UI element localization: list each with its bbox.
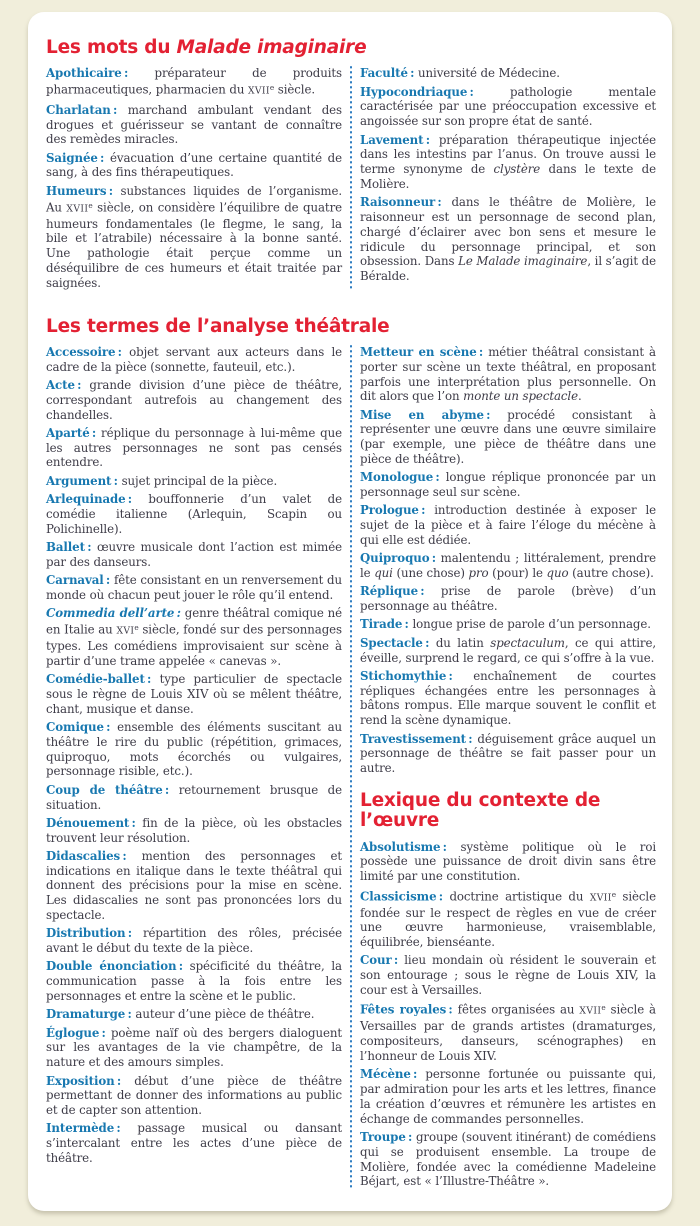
glossary-entry: Didascalies : mention des personnages et indications en italique dans le texte théâtral qui donnent des précisions pour la mise en scène. Les didascalies ne sont pas prononcées lors du spectacle.: [46, 848, 342, 923]
glossary-term: Quiproquo :: [360, 551, 436, 566]
glossary-entry: Exposition : début d’une pièce de théâtre permettant de donner des informations au public et de capter son attention.: [46, 1073, 342, 1118]
glossary-term: Aparté :: [46, 425, 97, 440]
glossary-entry: Coup de théâtre : retournement brusque de situation.: [46, 782, 342, 812]
glossary-entry: Accessoire : objet servant aux acteurs dans le cadre de la pièce (sonnette, fauteuil, etc.).: [46, 344, 343, 374]
glossary-entry: Faculté : université de Médecine.: [360, 66, 560, 81]
column-right-analyse: [360, 345, 656, 1189]
columns-analyse: [46, 345, 656, 1189]
glossary-term: Comique :: [46, 720, 111, 735]
glossary-term: Réplique :: [360, 584, 425, 599]
glossary-entry: Quiproquo : malentendu ; littéralement, prendre le qui (une chose) pro (pour) le quo (autre chose).: [360, 551, 656, 581]
glossary-term: Accessoire :: [46, 344, 122, 359]
glossary-term: Humeurs :: [46, 183, 113, 198]
glossary-term: Raisonneur :: [360, 195, 442, 210]
glossary-term: Hypocondriaque :: [360, 84, 474, 99]
glossary-term: Distribution :: [46, 926, 133, 941]
glossary-term: Carnaval :: [46, 573, 111, 588]
analyse-right-entries: [360, 345, 656, 776]
column-left-analyse: [46, 345, 342, 1189]
glossary-entry: Aparté : réplique du personnage à lui-même que les autres personnages ne sont pas censés entendre.: [46, 425, 342, 470]
glossary-term: Dénouement :: [46, 815, 136, 830]
glossary-entry: Metteur en scène : métier théâtral consistant à porter sur scène un texte théâtral, en proposant parfois une interprétation plus personnelle. On dit alors que l’on monte un spectacle.: [360, 344, 656, 404]
section-analyse-theatrale: [46, 317, 656, 1190]
glossary-entry: Classicisme : doctrine artistique du XVIIe siècle fondée sur le respect de règles en vue de créer une œuvre harmonieuse, vraisemblable, équilibrée, bienséante.: [360, 888, 656, 950]
glossary-entry: Saignée : évacuation d’une certaine quantité de sang, à des fins thérapeutiques.: [46, 150, 342, 180]
glossary-entry: Absolutisme : système politique où le roi possède une puissance de droit divin sans être limité par une constitution.: [360, 839, 656, 884]
glossary-entry: Ballet : œuvre musicale dont l’action est mimée par des danseurs.: [46, 539, 342, 569]
columns-mots: [46, 66, 656, 290]
glossary-term: Classicisme :: [360, 888, 443, 903]
glossary-card: [28, 12, 672, 1211]
glossary-term: Stichomythie :: [360, 668, 453, 683]
glossary-entry: Cour : lieu mondain où résident le souverain et son entourage ; sous le règne de Louis XIV, la cour est à Versailles.: [360, 953, 656, 998]
glossary-term: Mécène :: [360, 1067, 418, 1082]
glossary-term: Exposition :: [46, 1073, 122, 1088]
glossary-entry: Églogue : poème naïf où des bergers dialoguent sur les avantages de la vie champêtre, de la nature et des amours simples.: [46, 1025, 342, 1070]
glossary-term: Dramaturge :: [46, 1007, 132, 1022]
glossary-term: Arlequinade :: [46, 492, 133, 507]
glossary-term: Travestissement :: [360, 731, 473, 746]
section-mots-du-malade: [46, 38, 656, 291]
glossary-term: Faculté :: [360, 66, 415, 81]
glossary-term: Lavement :: [360, 132, 431, 147]
column-separator-dotted: [350, 345, 352, 1189]
glossary-term: Didascalies :: [46, 848, 127, 863]
glossary-entry: Carnaval : fête consistant en un renversement du monde où chacun peut jouer le rôle qu’il entend.: [46, 573, 342, 602]
section-title-analyse-theatrale: Les termes de l’analyse théâtrale: [46, 315, 390, 337]
glossary-entry: Arlequinade : bouffonnerie d’un valet de comédie italienne (Arlequin, Scapin ou Polichinelle).: [46, 492, 342, 536]
glossary-entry: Tirade : longue prise de parole d’un personnage.: [360, 617, 651, 632]
glossary-entry: Lavement : préparation thérapeutique injectée dans les intestins par l’anus. On trouve aussi le terme synonyme de clystère dans le texte de Molière.: [360, 132, 656, 191]
glossary-entry: Intermède : passage musical ou dansant s’intercalant entre les actes d’une pièce de théâtre.: [46, 1121, 342, 1166]
column-right-mots: [360, 66, 656, 290]
glossary-term: Intermède :: [46, 1121, 121, 1136]
glossary-term: Prologue :: [360, 503, 426, 518]
column-left-mots: [46, 66, 342, 290]
glossary-entry: Humeurs : substances liquides de l’organisme. Au XVIIe siècle, on considère l’équilibre de quatre humeurs fondamentales (le flegme, le sang, la bile et l’atrabile) nécessaire à la bonne santé. Une pathologie était perçue comme un déséquilibre de ces humeurs et était traitée par saignées.: [46, 183, 342, 290]
glossary-entry: Réplique : prise de parole (brève) d’un personnage au théâtre.: [360, 584, 656, 614]
glossary-term: Charlatan :: [46, 102, 118, 117]
column-separator-dotted: [350, 66, 352, 290]
glossary-entry: Travestissement : déguisement grâce auquel un personnage de théâtre se fait passer pour un autre.: [360, 731, 657, 776]
glossary-term: Comédie-ballet :: [46, 672, 152, 687]
glossary-entry: Prologue : introduction destinée à exposer le sujet de la pièce et à faire l’éloge du mécène à qui elle est dédiée.: [360, 503, 656, 547]
glossary-entry: Acte : grande division d’une pièce de théâtre, correspondant autrefois au changement des chandelles.: [46, 378, 342, 422]
glossary-term: Commedia dell’arte :: [46, 606, 181, 621]
glossary-entry: Argument : sujet principal de la pièce.: [46, 473, 278, 488]
glossary-entry: Fêtes royales : fêtes organisées au XVIIe siècle à Versailles par de grands artistes (dramaturges, compositeurs, danseurs, scénographes) en l’honneur de Louis XIV.: [360, 1002, 656, 1064]
glossary-term: Metteur en scène :: [360, 344, 484, 359]
glossary-term: Coup de théâtre :: [46, 782, 170, 797]
glossary-term: Absolutisme :: [360, 839, 447, 854]
section-title-lexique-contexte: Lexique du contexte de l’œuvre: [360, 789, 601, 832]
glossary-entry: Distribution : répartition des rôles, précisée avant le début du texte de la pièce.: [46, 926, 342, 956]
section-title-mots-du-malade: Les mots du Malade imaginaire: [46, 37, 367, 58]
glossary-entry: Hypocondriaque : pathologie mentale caractérisée par une préoccupation excessive et angoissée sur son propre état de santé.: [360, 84, 657, 129]
lexique-entries: [360, 840, 656, 1190]
glossary-entry: Apothicaire : préparateur de produits pharmaceutiques, pharmacien du XVIIe siècle.: [46, 66, 342, 97]
glossary-term: Saignée :: [46, 150, 105, 165]
glossary-entry: Comique : ensemble des éléments suscitant au théâtre le rire du public (répétition, grimaces, quiproquo, mots écorchés ou vulgaires, personnage risible, etc.).: [46, 720, 342, 779]
glossary-term: Troupe :: [360, 1130, 413, 1145]
glossary-term: Cour :: [360, 953, 399, 968]
glossary-entry: Raisonneur : dans le théâtre de Molière, le raisonneur est un personnage de second plan, chargé d’éclairer avec bon sens et mesure le ridicule du personnage principal, et son obsession. Dans Le Malade imaginaire, il s’agit de Béralde.: [360, 195, 656, 284]
glossary-term: Double énonciation :: [46, 959, 183, 974]
glossary-entry: Mécène : personne fortunée ou puissante qui, par admiration pour les arts et les lettres, finance la création d’œuvres et rémunère les artistes en échange de commandes personnelles.: [360, 1067, 656, 1126]
glossary-entry: Dramaturge : auteur d’une pièce de théâtre.: [46, 1007, 315, 1022]
glossary-entry: Spectacle : du latin spectaculum, ce qui attire, éveille, surprend le regard, ce qui s’offre à la vue.: [360, 635, 656, 665]
glossary-term: Églogue :: [46, 1025, 106, 1040]
glossary-entry: Monologue : longue réplique prononcée par un personnage seul sur scène.: [360, 470, 656, 500]
glossary-term: Apothicaire :: [46, 66, 129, 81]
glossary-entry: Stichomythie : enchaînement de courtes répliques échangées entre les personnages à bâtons rompus. Elle marque souvent le conflit et rend la scène dynamique.: [360, 668, 656, 728]
glossary-entry: Double énonciation : spécificité du théâtre, la communication passe à la fois entre les personnages et entre la scène et le public.: [46, 959, 342, 1004]
glossary-entry: Commedia dell’arte : genre théâtral comique né en Italie au XVIe siècle, fondé sur des personnages types. Les comédiens improvisaient sur scène à partir d’une trame appelée « canevas ».: [46, 606, 342, 668]
glossary-entry: Charlatan : marchand ambulant vendant des drogues et guérisseur se vantant de connaître des remèdes miracles.: [46, 102, 342, 147]
glossary-entry: Troupe : groupe (souvent itinérant) de comédiens qui se produisent ensemble. La troupe de Molière, fondée avec la comédienne Madeleine Béjart, est « l’Illustre-Théâtre ».: [360, 1130, 656, 1189]
glossary-term: Spectacle :: [360, 635, 430, 650]
glossary-term: Tirade :: [360, 617, 409, 632]
glossary-term: Argument :: [46, 473, 118, 488]
glossary-entry: Mise en abyme : procédé consistant à représenter une œuvre dans une œuvre similaire (par exemple, une pièce de théâtre dans une pièce de théâtre).: [360, 407, 657, 466]
glossary-entry: Dénouement : fin de la pièce, où les obstacles trouvent leur résolution.: [46, 815, 343, 845]
glossary-term: Ballet :: [46, 539, 92, 554]
glossary-entry: Comédie-ballet : type particulier de spectacle sous le règne de Louis XIV où se mêlent théâtre, chant, musique et danse.: [46, 672, 342, 716]
glossary-term: Fêtes royales :: [360, 1002, 453, 1017]
glossary-term: Mise en abyme :: [360, 407, 491, 422]
glossary-term: Acte :: [46, 378, 82, 392]
glossary-term: Monologue :: [360, 470, 440, 485]
